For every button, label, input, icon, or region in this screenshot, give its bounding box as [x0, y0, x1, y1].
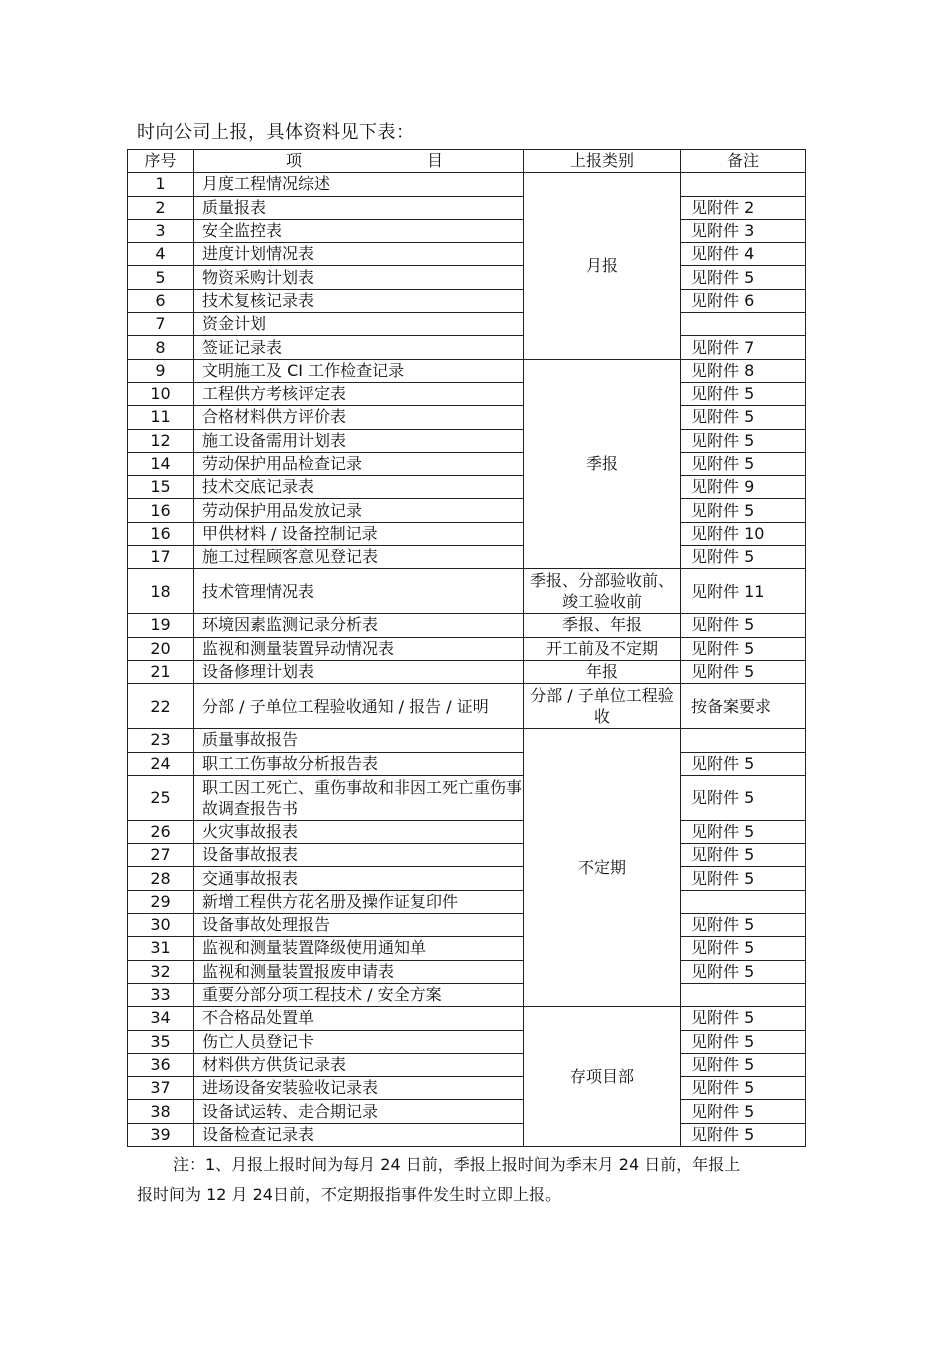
- row-item: 设备事故处理报告: [194, 914, 524, 937]
- row-item: 设备修理计划表: [194, 660, 524, 683]
- row-note: 见附件 6: [681, 289, 806, 312]
- header-note: 备注: [681, 150, 806, 173]
- row-note: 见附件 5: [681, 1030, 806, 1053]
- table-row: [128, 684, 806, 729]
- row-item: 劳动保护用品发放记录: [194, 499, 524, 522]
- table-row: [128, 820, 806, 843]
- row-seq: 1: [128, 173, 194, 196]
- intro-text: 时向公司上报，具体资料见下表：: [137, 122, 415, 143]
- row-item: 重要分部分项工程技术 / 安全方案: [194, 983, 524, 1006]
- row-note: 见附件 5: [681, 775, 806, 820]
- row-note: 见附件 5: [681, 1007, 806, 1030]
- row-note: [681, 173, 806, 196]
- row-note: 见附件 2: [681, 196, 806, 219]
- table-row: [128, 1100, 806, 1123]
- row-seq: 20: [128, 637, 194, 660]
- row-item: 文明施工及 CI 工作检查记录: [194, 359, 524, 382]
- row-item: 月度工程情况综述: [194, 173, 524, 196]
- row-note: [681, 313, 806, 336]
- row-seq: 10: [128, 382, 194, 405]
- row-note: 见附件 5: [681, 660, 806, 683]
- row-seq: 2: [128, 196, 194, 219]
- row-item: 监视和测量装置异动情况表: [194, 637, 524, 660]
- row-note: 见附件 11: [681, 569, 806, 614]
- row-seq: 3: [128, 219, 194, 242]
- table-row: [128, 569, 806, 614]
- row-category: 月报: [524, 173, 681, 359]
- row-item: 分部 / 子单位工程验收通知 / 报告 / 证明: [194, 684, 524, 729]
- footnote: [137, 1150, 837, 1210]
- row-seq: 39: [128, 1123, 194, 1146]
- row-item: 设备检查记录表: [194, 1123, 524, 1146]
- row-item: 技术交底记录表: [194, 476, 524, 499]
- row-note: 见附件 5: [681, 844, 806, 867]
- table-row: [128, 637, 806, 660]
- row-item: 设备试运转、走合期记录: [194, 1100, 524, 1123]
- row-note: 见附件 5: [681, 1100, 806, 1123]
- row-item: 职工因工死亡、重伤事故和非因工死亡重伤事故调查报告书: [194, 775, 524, 820]
- table-header-row: [128, 150, 806, 173]
- row-item: 物资采购计划表: [194, 266, 524, 289]
- row-category: 年报: [524, 660, 681, 683]
- row-note: 见附件 5: [681, 499, 806, 522]
- table-row: [128, 476, 806, 499]
- row-seq: 23: [128, 729, 194, 752]
- row-item: 施工过程顾客意见登记表: [194, 546, 524, 569]
- table-row: [128, 336, 806, 359]
- row-seq: 36: [128, 1053, 194, 1076]
- row-item: 劳动保护用品检查记录: [194, 452, 524, 475]
- row-item: 工程供方考核评定表: [194, 382, 524, 405]
- row-item: 监视和测量装置降级使用通知单: [194, 937, 524, 960]
- table-row: [128, 775, 806, 820]
- row-note: 见附件 5: [681, 614, 806, 637]
- table-row: [128, 173, 806, 196]
- footnote-line-2: 报时间为 12 月 24日前，不定期报指事件发生时立即上报。: [137, 1185, 561, 1204]
- row-item: 施工设备需用计划表: [194, 429, 524, 452]
- row-item: 安全监控表: [194, 219, 524, 242]
- table-row: [128, 522, 806, 545]
- row-seq: 16: [128, 499, 194, 522]
- header-category: 上报类别: [524, 150, 681, 173]
- row-item: 资金计划: [194, 313, 524, 336]
- row-note: 见附件 8: [681, 359, 806, 382]
- row-item: 进度计划情况表: [194, 243, 524, 266]
- table-row: [128, 243, 806, 266]
- table-row: [128, 983, 806, 1006]
- row-category: 季报、年报: [524, 614, 681, 637]
- row-seq: 7: [128, 313, 194, 336]
- table-row: [128, 1123, 806, 1146]
- row-note: 见附件 5: [681, 382, 806, 405]
- table-row: [128, 752, 806, 775]
- table-row: [128, 289, 806, 312]
- row-seq: 21: [128, 660, 194, 683]
- row-note: 见附件 3: [681, 219, 806, 242]
- row-item: 技术管理情况表: [194, 569, 524, 614]
- table-row: [128, 890, 806, 913]
- row-note: 见附件 5: [681, 960, 806, 983]
- row-seq: 25: [128, 775, 194, 820]
- table-row: [128, 429, 806, 452]
- row-seq: 28: [128, 867, 194, 890]
- table-row: [128, 266, 806, 289]
- row-note: [681, 983, 806, 1006]
- row-note: 见附件 10: [681, 522, 806, 545]
- row-item: 质量报表: [194, 196, 524, 219]
- row-seq: 34: [128, 1007, 194, 1030]
- row-category: 分部 / 子单位工程验收: [524, 684, 681, 729]
- table-row: [128, 844, 806, 867]
- footnote-line-1: 注：1、月报上报时间为每月 24 日前，季报上报时间为季末月 24 日前，年报上: [173, 1155, 741, 1174]
- row-note: 见附件 5: [681, 1077, 806, 1100]
- row-seq: 29: [128, 890, 194, 913]
- table-row: [128, 660, 806, 683]
- row-item: 设备事故报表: [194, 844, 524, 867]
- row-item: 合格材料供方评价表: [194, 406, 524, 429]
- row-category: 存项目部: [524, 1007, 681, 1147]
- row-seq: 6: [128, 289, 194, 312]
- row-seq: 26: [128, 820, 194, 843]
- table-row: [128, 729, 806, 752]
- table-row: [128, 914, 806, 937]
- row-seq: 15: [128, 476, 194, 499]
- row-note: 见附件 5: [681, 914, 806, 937]
- row-item: 伤亡人员登记卡: [194, 1030, 524, 1053]
- table-row: [128, 382, 806, 405]
- row-seq: 24: [128, 752, 194, 775]
- row-note: 见附件 5: [681, 867, 806, 890]
- row-note: 见附件 5: [681, 637, 806, 660]
- row-item: 签证记录表: [194, 336, 524, 359]
- table-row: [128, 499, 806, 522]
- row-seq: 12: [128, 429, 194, 452]
- table-row: [128, 406, 806, 429]
- table-row: [128, 546, 806, 569]
- table-row: [128, 1030, 806, 1053]
- table-row: [128, 452, 806, 475]
- table-row: [128, 313, 806, 336]
- row-seq: 35: [128, 1030, 194, 1053]
- row-seq: 22: [128, 684, 194, 729]
- row-item: 质量事故报告: [194, 729, 524, 752]
- row-seq: 5: [128, 266, 194, 289]
- row-seq: 33: [128, 983, 194, 1006]
- header-item-char-b: 目: [426, 151, 443, 171]
- row-item: 火灾事故报表: [194, 820, 524, 843]
- row-note: 见附件 5: [681, 406, 806, 429]
- header-seq: 序号: [128, 150, 194, 173]
- row-note: 按备案要求: [681, 684, 806, 729]
- row-seq: 9: [128, 359, 194, 382]
- row-seq: 19: [128, 614, 194, 637]
- table-row: [128, 1007, 806, 1030]
- header-item-char-a: 项: [286, 151, 303, 171]
- table-row: [128, 359, 806, 382]
- row-seq: 27: [128, 844, 194, 867]
- row-item: 不合格品处置单: [194, 1007, 524, 1030]
- row-category: 不定期: [524, 729, 681, 1007]
- row-category: 季报、分部验收前、竣工验收前: [524, 569, 681, 614]
- row-note: 见附件 4: [681, 243, 806, 266]
- row-seq: 4: [128, 243, 194, 266]
- table-row: [128, 1053, 806, 1076]
- row-note: [681, 890, 806, 913]
- row-seq: 38: [128, 1100, 194, 1123]
- row-seq: 16: [128, 522, 194, 545]
- table-row: [128, 219, 806, 242]
- row-item: 交通事故报表: [194, 867, 524, 890]
- row-note: 见附件 5: [681, 429, 806, 452]
- row-seq: 31: [128, 937, 194, 960]
- row-item: 新增工程供方花名册及操作证复印件: [194, 890, 524, 913]
- row-item: 监视和测量装置报废申请表: [194, 960, 524, 983]
- row-item: 技术复核记录表: [194, 289, 524, 312]
- row-note: 见附件 5: [681, 452, 806, 475]
- row-item: 进场设备安装验收记录表: [194, 1077, 524, 1100]
- table-row: [128, 867, 806, 890]
- table-row: [128, 614, 806, 637]
- row-note: 见附件 5: [681, 752, 806, 775]
- row-note: 见附件 5: [681, 546, 806, 569]
- row-note: 见附件 5: [681, 820, 806, 843]
- row-note: 见附件 7: [681, 336, 806, 359]
- table-row: [128, 196, 806, 219]
- row-item: 职工工伤事故分析报告表: [194, 752, 524, 775]
- row-seq: 37: [128, 1077, 194, 1100]
- report-schedule-table: [127, 149, 806, 1147]
- table-row: [128, 937, 806, 960]
- row-note: 见附件 9: [681, 476, 806, 499]
- row-seq: 17: [128, 546, 194, 569]
- table-body: [128, 173, 806, 1147]
- row-note: 见附件 5: [681, 266, 806, 289]
- row-item: 甲供材料 / 设备控制记录: [194, 522, 524, 545]
- header-item: [194, 150, 524, 173]
- row-seq: 30: [128, 914, 194, 937]
- row-seq: 8: [128, 336, 194, 359]
- table-row: [128, 1077, 806, 1100]
- row-note: [681, 729, 806, 752]
- row-seq: 11: [128, 406, 194, 429]
- table-row: [128, 960, 806, 983]
- row-item: 环境因素监测记录分析表: [194, 614, 524, 637]
- row-category: 季报: [524, 359, 681, 569]
- row-seq: 32: [128, 960, 194, 983]
- row-note: 见附件 5: [681, 1123, 806, 1146]
- row-seq: 14: [128, 452, 194, 475]
- row-category: 开工前及不定期: [524, 637, 681, 660]
- row-item: 材料供方供货记录表: [194, 1053, 524, 1076]
- row-note: 见附件 5: [681, 1053, 806, 1076]
- row-note: 见附件 5: [681, 937, 806, 960]
- row-seq: 18: [128, 569, 194, 614]
